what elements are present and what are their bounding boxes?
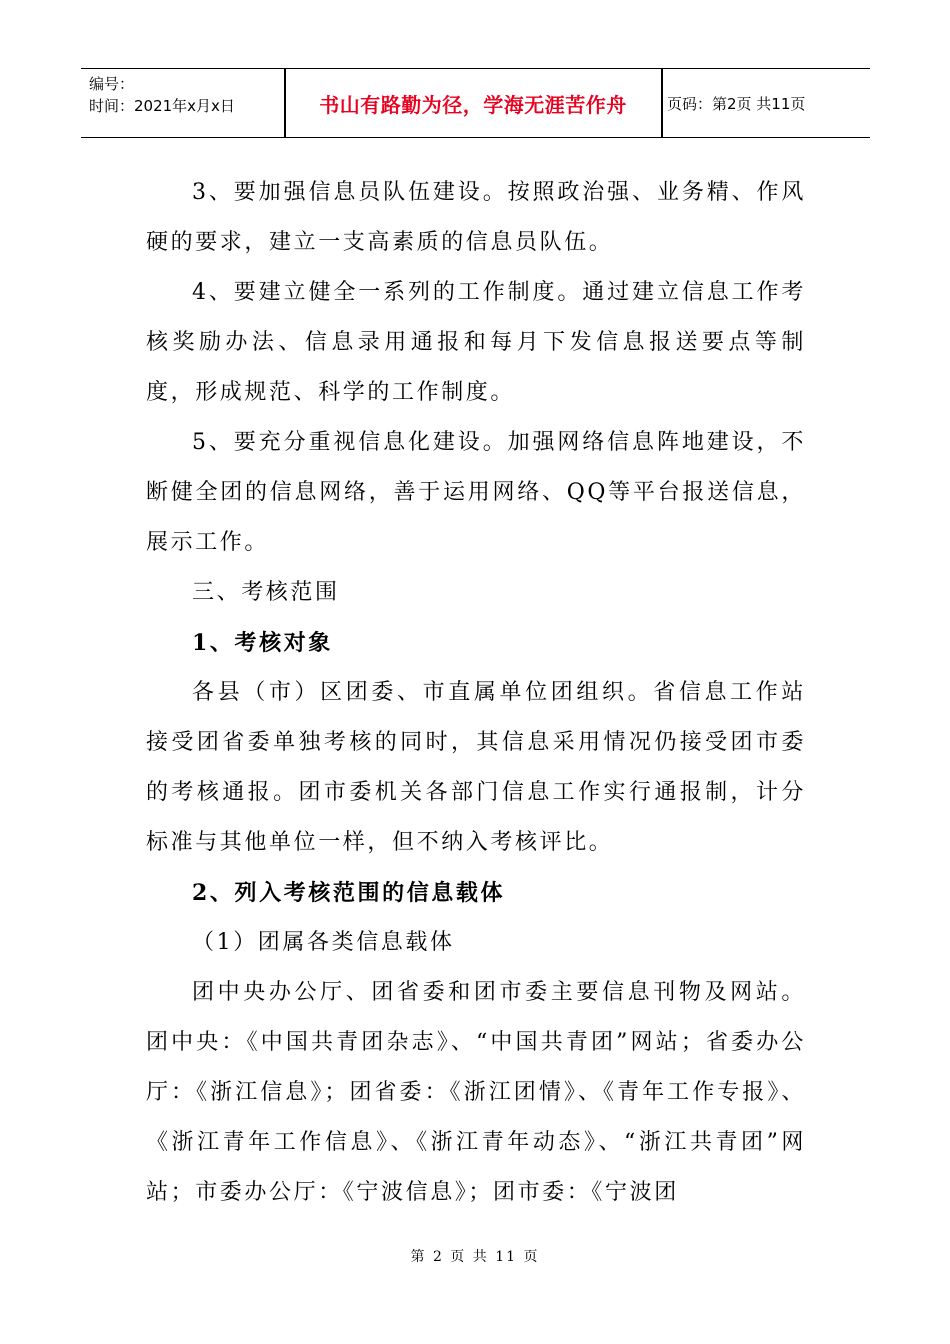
header-meta [89,73,235,117]
serial-label: 编号： [89,75,135,93]
paragraph-targets: 各县（市）区团委、市直属单位团组织。省信息工作站接受团省委单独考核的同时，其信息采用情况仍接受团市委的考核通报。团市委机关各部门信息工作实行通报制，计分标准与其他单位一样，但不纳入考核评比。 [146,680,806,855]
subheading-league-carriers: （1）团属各类信息载体 [192,930,455,955]
paragraph-3: 3、要加强信息员队伍建设。按照政治强、业务精、作风硬的要求，建立一支高素质的信息员队伍。 [146,180,806,255]
time-label: 时间：2021年x月x日 [89,97,235,115]
subheading-information-carriers: 2、列入考核范围的信息载体 [192,880,506,906]
header-page-info: 页码：第2页 共11页 [667,94,806,113]
paragraph-5: 5、要充分重视信息化建设。加强网络信息阵地建设，不断健全团的信息网络，善于运用网络、QQ等平台报送信息，展示工作。 [146,430,806,555]
paragraph-4: 4、要建立健全一系列的工作制度。通过建立信息工作考核奖励办法、信息录用通报和每月下发信息报送要点等制度，形成规范、科学的工作制度。 [146,280,806,405]
subheading-assessment-targets: 1、考核对象 [192,630,333,656]
document-body [146,168,806,1218]
document-header [81,68,870,138]
header-divider [661,69,663,137]
section-heading-scope: 三、考核范围 [192,580,340,605]
page-footer: 第 2 页 共 11 页 [410,1249,540,1265]
header-motto: 书山有路勤为径，学海无涯苦作舟 [319,92,627,117]
paragraph-carriers: 团中央办公厅、团省委和团市委主要信息刊物及网站。团中央：《中国共青团杂志》、“中国共青团”网站；省委办公厅：《浙江信息》；团省委：《浙江团情》、《青年工作专报》、《浙江青年工作信息》、《浙江青年动态》、“浙江共青团”网站；市委办公厅：《宁波信息》；团市委：《宁波团 [146,980,806,1205]
